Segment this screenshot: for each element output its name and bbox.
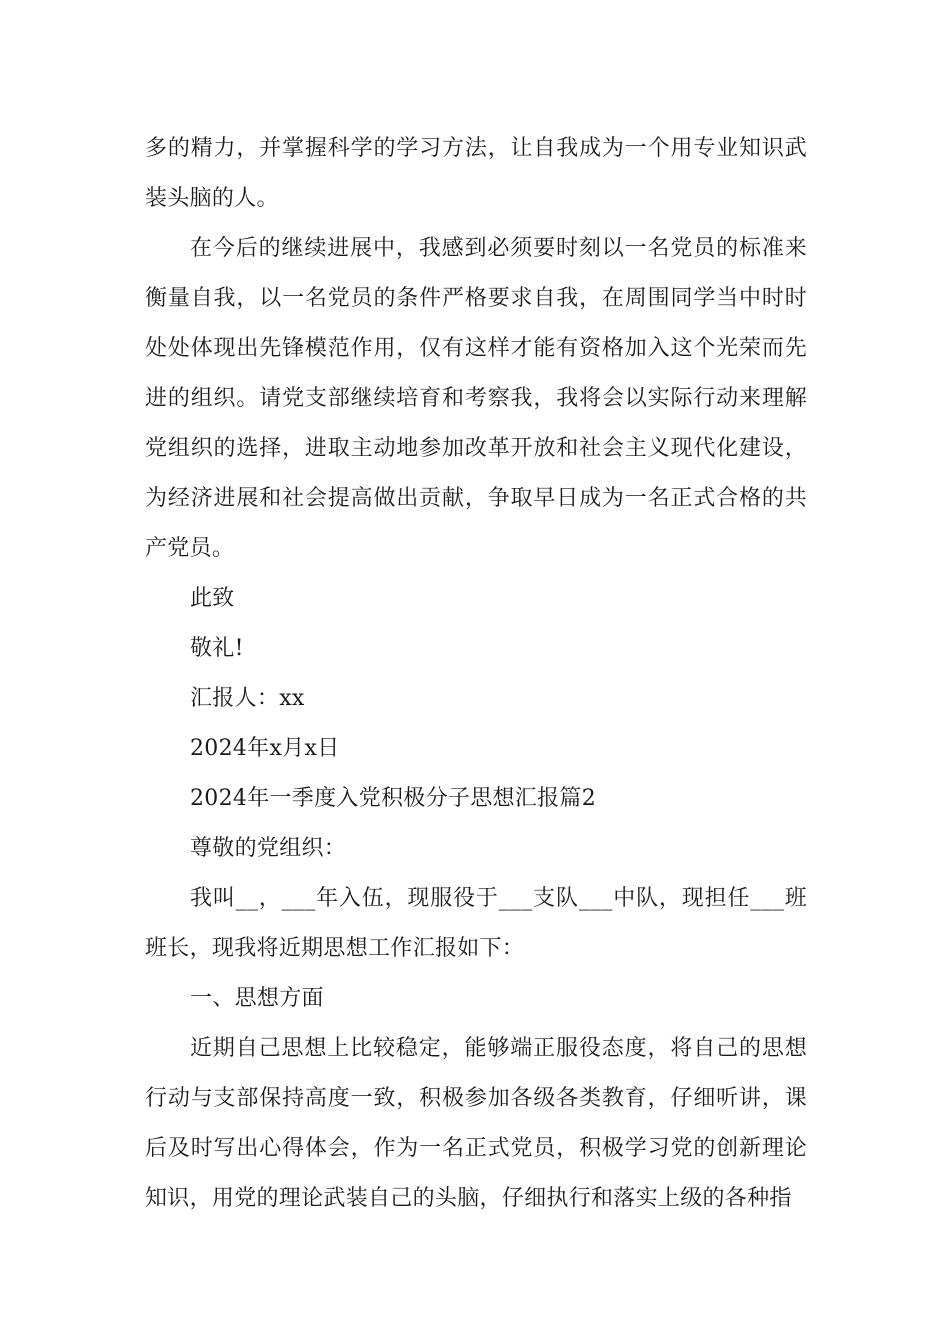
paragraph-future-commitment: 在今后的继续进展中，我感到必须要时刻以一名党员的标准来衡量自我，以一名党员的条件严格要求自我，在周围同学当中时时处处体现出先锋模范作用，仅有这样才能有资格加入这个光荣而先进的组织。请党支部继续培育和考察我，我将会以实际行动来理解党组织的选择，进取主动地参加改革开放和社会主义现代化建设，为经济进展和社会提高做出贡献，争取早日成为一名正式合格的共产党员。 <box>145 236 807 561</box>
section-title: 2024年一季度入党积极分子思想汇报篇2 <box>190 786 596 811</box>
reporter-name: 汇报人：xx <box>190 686 305 711</box>
closing-regards: 敬礼! <box>190 636 244 661</box>
paragraph-introduction: 我叫__，___年入伍，现服役于___支队___中队，现担任___班班长，现我将近期思想工作汇报如下： <box>145 886 807 961</box>
greeting: 尊敬的党组织： <box>190 836 347 861</box>
paragraph-thought-aspect: 近期自己思想上比较稳定，能够端正服役态度，将自己的思想行动与支部保持高度一致，积极参加各级各类教育，仔细听讲，课后及时写出心得体会，作为一名正式党员，积极学习党的创新理论知识，用党的理论武装自己的头脑，仔细执行和落实上级的各种指 <box>145 1036 807 1211</box>
report-date: 2024年x月x日 <box>190 736 340 761</box>
subsection-heading: 一、思想方面 <box>190 986 324 1011</box>
document-page <box>145 124 807 1224</box>
closing-salutation: 此致 <box>190 586 235 611</box>
paragraph-study-method: 多的精力，并掌握科学的学习方法，让自我成为一个用专业知识武装头脑的人。 <box>145 136 807 211</box>
